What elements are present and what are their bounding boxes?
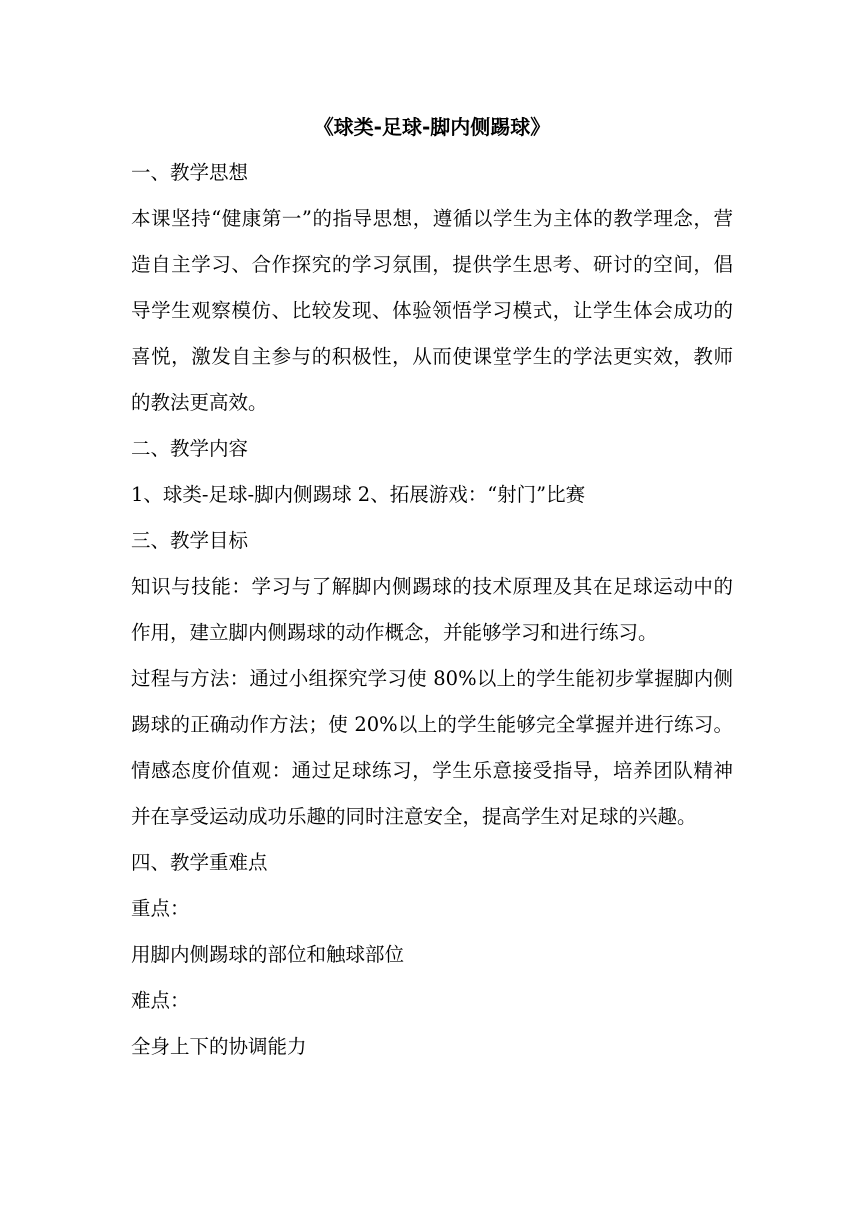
section-heading-key-difficult-points: 四、教学重难点 <box>131 851 268 874</box>
section-heading-teaching-content: 二、教学内容 <box>131 437 249 460</box>
paragraph-knowledge-skills: 知识与技能：学习与了解脚内侧踢球的技术原理及其在足球运动中的作用，建立脚内侧踢球的动作概念，并能够学习和进行练习。 <box>131 575 733 644</box>
difficulty-label: 难点： <box>131 989 190 1012</box>
section-heading-teaching-idea: 一、教学思想 <box>131 161 249 184</box>
key-point-label: 重点： <box>131 897 190 920</box>
difficulty-text: 全身上下的协调能力 <box>131 1035 307 1058</box>
key-point-text: 用脚内侧踢球的部位和触球部位 <box>131 943 405 966</box>
document-title: 《球类-足球-脚内侧踢球》 <box>313 115 551 139</box>
section-heading-teaching-goals: 三、教学目标 <box>131 529 249 552</box>
paragraph-teaching-idea: 本课坚持“健康第一”的指导思想，遵循以学生为主体的教学理念，营造自主学习、合作探究的学习氛围，提供学生思考、研讨的空间，倡导学生观察模仿、比较发现、体验领悟学习模式，让学生体会成功的喜悦，激发自主参与的积极性，从而使课堂学生的学法更实效，教师的教法更高效。 <box>131 207 733 414</box>
paragraph-teaching-content: 1、球类-足球-脚内侧踢球 2、拓展游戏：“射门”比赛 <box>131 483 586 506</box>
paragraph-process-method: 过程与方法：通过小组探究学习使 80%以上的学生能初步掌握脚内侧踢球的正确动作方法；使 20%以上的学生能够完全掌握并进行练习。 情感态度价值观：通过足球练习，学生乐意接受指导，培养团队精神并在享受运动成功乐趣的同时注意安全，提高学生对足球的兴趣。 <box>131 667 733 828</box>
document-page <box>131 104 733 1070</box>
